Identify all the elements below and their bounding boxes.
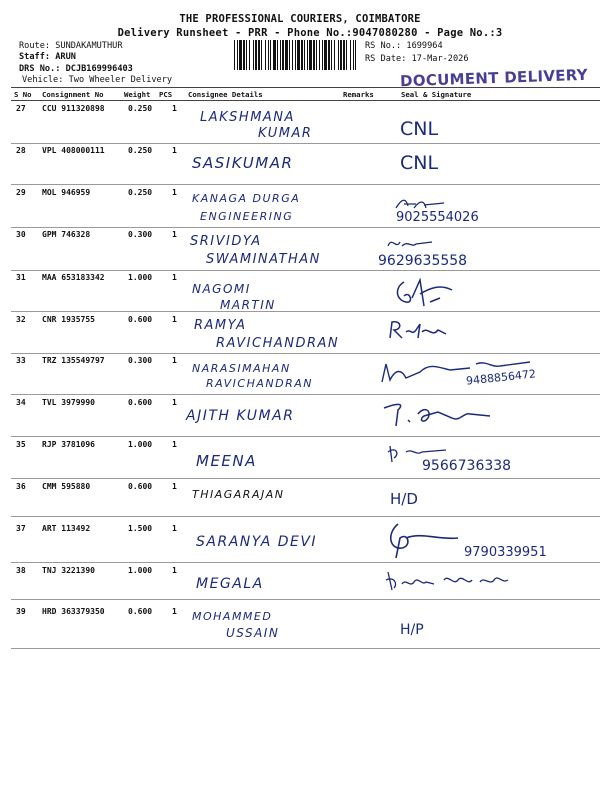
barcode-bar bbox=[289, 40, 290, 70]
row-39-pcs: 1 bbox=[172, 607, 177, 616]
barcode-bar bbox=[268, 40, 269, 70]
row-28-weight: 0.250 bbox=[128, 146, 153, 155]
barcode-bar bbox=[316, 40, 317, 70]
col-header-consignment: Consignment No bbox=[42, 90, 104, 99]
row-28-consignment: VPL 408000111 bbox=[42, 146, 105, 155]
row-30-consignment: GPM 746328 bbox=[42, 230, 91, 239]
barcode-bar bbox=[301, 40, 303, 70]
col-header-sno: S No bbox=[14, 90, 32, 99]
drs-label: DRS No.: bbox=[19, 64, 61, 74]
row-32-weight: 0.600 bbox=[128, 315, 153, 324]
row-36-consignment: CMM 595880 bbox=[42, 482, 91, 491]
row-31-pcs: 1 bbox=[172, 273, 177, 282]
route-line bbox=[19, 41, 123, 51]
row-33-pcs: 1 bbox=[172, 356, 177, 365]
barcode-bar bbox=[309, 40, 312, 70]
row-31-weight: 1.000 bbox=[128, 273, 153, 282]
row-27-signature: CNL bbox=[400, 118, 439, 140]
row-37-weight: 1.500 bbox=[128, 524, 153, 533]
barcode-bar bbox=[355, 40, 356, 70]
row-31-consignee-line1: NAGOMI bbox=[192, 282, 251, 296]
col-header-seal: Seal & Signature bbox=[401, 90, 472, 99]
row-29-sno: 29 bbox=[16, 188, 26, 197]
row-32-pcs: 1 bbox=[172, 315, 177, 324]
barcode-bar bbox=[243, 40, 245, 70]
row-38-consignment: TNJ 3221390 bbox=[42, 566, 95, 575]
row-37-sno: 37 bbox=[16, 524, 26, 533]
barcode-bar bbox=[322, 40, 323, 70]
barcode-bar bbox=[270, 40, 271, 70]
row-39-consignee-line2: USSAIN bbox=[226, 626, 280, 640]
barcode-bar bbox=[253, 40, 254, 70]
row-28-consignee-line1: SASIKUMAR bbox=[192, 154, 294, 172]
row-33-weight: 0.300 bbox=[128, 356, 153, 365]
row-30-consignee-line1: SRIVIDYA bbox=[190, 234, 262, 249]
row-37-signature bbox=[382, 518, 472, 562]
row-29-consignee-line2: ENGINEERING bbox=[200, 210, 294, 223]
rs-date-label: RS Date: bbox=[365, 54, 407, 64]
row-divider bbox=[11, 184, 600, 185]
row-27-consignee-line1: LAKSHMANA bbox=[200, 110, 295, 125]
row-37-pcs: 1 bbox=[172, 524, 177, 533]
row-38-weight: 1.000 bbox=[128, 566, 153, 575]
rs-date-line bbox=[365, 54, 469, 64]
row-35-signature-phone: 9566736338 bbox=[422, 458, 512, 474]
col-header-weight: Weight bbox=[124, 90, 151, 99]
row-39-signature: H/P bbox=[400, 622, 424, 638]
row-31-signature bbox=[390, 278, 460, 312]
barcode-bar bbox=[331, 40, 332, 70]
row-27-consignee-line2: KUMAR bbox=[258, 126, 313, 141]
row-28-sno: 28 bbox=[16, 146, 26, 155]
barcode-bar bbox=[239, 40, 242, 70]
barcode-bar bbox=[282, 40, 284, 70]
vehicle-label: Vehicle: bbox=[22, 75, 64, 85]
row-29-consignment: MOL 946959 bbox=[42, 188, 91, 197]
row-30-signature-scribble bbox=[386, 236, 446, 252]
row-30-sno: 30 bbox=[16, 230, 26, 239]
row-divider bbox=[11, 353, 600, 354]
row-29-weight: 0.250 bbox=[128, 188, 153, 197]
row-30-consignee-line2: SWAMINATHAN bbox=[206, 252, 321, 267]
row-37-consignment: ART 113492 bbox=[42, 524, 91, 533]
row-34-consignee-line1: AJITH KUMAR bbox=[186, 408, 295, 424]
document-subtitle: Delivery Runsheet - PRR - Phone No.:9047080280 - Page No.:3 bbox=[117, 27, 503, 39]
barcode-bar bbox=[353, 40, 354, 70]
barcode-bar bbox=[324, 40, 327, 70]
rs-no-label: RS No.: bbox=[365, 41, 402, 51]
barcode-bar bbox=[338, 40, 339, 70]
row-divider bbox=[11, 516, 600, 517]
row-33-sno: 33 bbox=[16, 356, 26, 365]
row-36-signature: H/D bbox=[390, 490, 418, 508]
row-36-weight: 0.600 bbox=[128, 482, 153, 491]
row-35-sno: 35 bbox=[16, 440, 26, 449]
barcode-bar bbox=[297, 40, 300, 70]
row-34-sno: 34 bbox=[16, 398, 26, 407]
document-delivery-stamp: DOCUMENT DELIVERY bbox=[399, 65, 589, 91]
row-32-consignee-line2: RAVICHANDRAN bbox=[216, 336, 340, 351]
row-29-consignee-line1: KANAGA DURGA bbox=[192, 192, 301, 205]
row-divider bbox=[11, 599, 600, 600]
row-32-signature bbox=[388, 318, 458, 342]
barcode-bar bbox=[307, 40, 308, 70]
barcode-bar bbox=[292, 40, 293, 70]
rs-no-value: 1699964 bbox=[406, 41, 443, 51]
row-38-pcs: 1 bbox=[172, 566, 177, 575]
row-39-weight: 0.600 bbox=[128, 607, 153, 616]
row-28-signature: CNL bbox=[400, 152, 439, 174]
row-38-sno: 38 bbox=[16, 566, 26, 575]
row-27-consignment: CCU 911320898 bbox=[42, 104, 105, 113]
rs-date-value: 17-Mar-2026 bbox=[411, 54, 469, 64]
row-36-pcs: 1 bbox=[172, 482, 177, 491]
drs-line bbox=[19, 64, 133, 74]
row-27-weight: 0.250 bbox=[128, 104, 153, 113]
row-36-sno: 36 bbox=[16, 482, 26, 491]
row-31-consignee-line2: MARTIN bbox=[220, 298, 276, 312]
row-33-consignment: TRZ 135549797 bbox=[42, 356, 105, 365]
row-37-consignee-line1: SARANYA DEVI bbox=[196, 534, 318, 550]
vehicle-value: Two Wheeler Delivery bbox=[68, 75, 173, 85]
row-35-pcs: 1 bbox=[172, 440, 177, 449]
barcode-bar bbox=[328, 40, 330, 70]
row-30-pcs: 1 bbox=[172, 230, 177, 239]
col-header-remarks: Remarks bbox=[343, 90, 374, 99]
row-divider bbox=[11, 311, 600, 312]
row-34-pcs: 1 bbox=[172, 398, 177, 407]
row-35-consignment: RJP 3781096 bbox=[42, 440, 95, 449]
barcode-bar bbox=[265, 40, 266, 70]
row-35-weight: 1.000 bbox=[128, 440, 153, 449]
barcode-bar bbox=[346, 40, 347, 70]
row-divider bbox=[11, 394, 600, 395]
row-37-signature-phone: 9790339951 bbox=[464, 545, 547, 560]
col-header-pcs: PCS bbox=[159, 90, 173, 99]
row-34-weight: 0.600 bbox=[128, 398, 153, 407]
barcode-bar bbox=[319, 40, 320, 70]
row-27-sno: 27 bbox=[16, 104, 26, 113]
barcode-bar bbox=[277, 40, 278, 70]
barcode-bar bbox=[261, 40, 262, 70]
barcode-bar bbox=[343, 40, 345, 70]
row-36-consignee-line1: THIAGARAJAN bbox=[192, 488, 285, 501]
barcode-bar bbox=[350, 40, 351, 70]
row-28-pcs: 1 bbox=[172, 146, 177, 155]
barcode-bar bbox=[237, 40, 238, 70]
barcode-bar bbox=[273, 40, 276, 70]
barcode-bar bbox=[334, 40, 335, 70]
barcode-bar bbox=[313, 40, 315, 70]
barcode-bar bbox=[285, 40, 288, 70]
barcode-bar bbox=[304, 40, 305, 70]
header-top-rule bbox=[11, 87, 600, 88]
row-29-pcs: 1 bbox=[172, 188, 177, 197]
row-33-consignee-line2: RAVICHANDRAN bbox=[206, 377, 313, 390]
barcode-bar bbox=[249, 40, 250, 70]
row-32-consignee-line1: RAMYA bbox=[194, 318, 247, 333]
row-34-consignment: TVL 3979990 bbox=[42, 398, 95, 407]
route-label: Route: bbox=[19, 41, 51, 51]
row-31-sno: 31 bbox=[16, 273, 26, 282]
row-32-sno: 32 bbox=[16, 315, 26, 324]
staff-label: Staff: bbox=[19, 52, 51, 62]
row-38-consignee-line1: MEGALA bbox=[196, 576, 264, 592]
route-value: SUNDAKAMUTHUR bbox=[55, 41, 123, 51]
vehicle-line bbox=[22, 75, 172, 85]
row-29-signature-phone: 9025554026 bbox=[396, 210, 479, 225]
row-27-pcs: 1 bbox=[172, 104, 177, 113]
row-divider bbox=[11, 648, 600, 649]
row-32-consignment: CNR 1935755 bbox=[42, 315, 95, 324]
row-39-consignment: HRD 363379350 bbox=[42, 607, 105, 616]
row-34-signature bbox=[380, 400, 500, 434]
barcode-bar bbox=[258, 40, 260, 70]
drs-value: DCJB169996403 bbox=[65, 64, 133, 74]
staff-line bbox=[19, 52, 76, 62]
document-title: THE PROFESSIONAL COURIERS, COIMBATORE bbox=[179, 13, 421, 25]
row-divider bbox=[11, 227, 600, 228]
row-33-signature-phone: 9488856472 bbox=[465, 367, 537, 388]
rs-no-line bbox=[365, 41, 443, 51]
row-31-consignment: MAA 653183342 bbox=[42, 273, 105, 282]
row-33-consignee-line1: NARASIMAHAN bbox=[192, 362, 291, 375]
row-39-sno: 39 bbox=[16, 607, 26, 616]
row-divider bbox=[11, 270, 600, 271]
row-divider bbox=[11, 478, 600, 479]
row-35-consignee-line1: MEENA bbox=[196, 452, 257, 470]
row-divider bbox=[11, 143, 600, 144]
barcode-bar bbox=[246, 40, 247, 70]
header-bottom-rule bbox=[11, 100, 600, 101]
barcode-bar bbox=[280, 40, 281, 70]
barcode-bar bbox=[234, 40, 235, 70]
staff-value: ARUN bbox=[55, 52, 76, 62]
row-39-consignee-line1: MOHAMMED bbox=[192, 610, 273, 623]
row-38-signature bbox=[384, 568, 534, 594]
row-divider bbox=[11, 562, 600, 563]
barcode-image bbox=[233, 40, 359, 70]
barcode-bar bbox=[255, 40, 257, 70]
barcode-bar bbox=[340, 40, 342, 70]
col-header-consignee: Consignee Details bbox=[188, 90, 263, 99]
barcode-bar bbox=[295, 40, 296, 70]
row-30-weight: 0.300 bbox=[128, 230, 153, 239]
row-30-signature-phone: 9629635558 bbox=[378, 253, 468, 269]
row-divider bbox=[11, 436, 600, 437]
